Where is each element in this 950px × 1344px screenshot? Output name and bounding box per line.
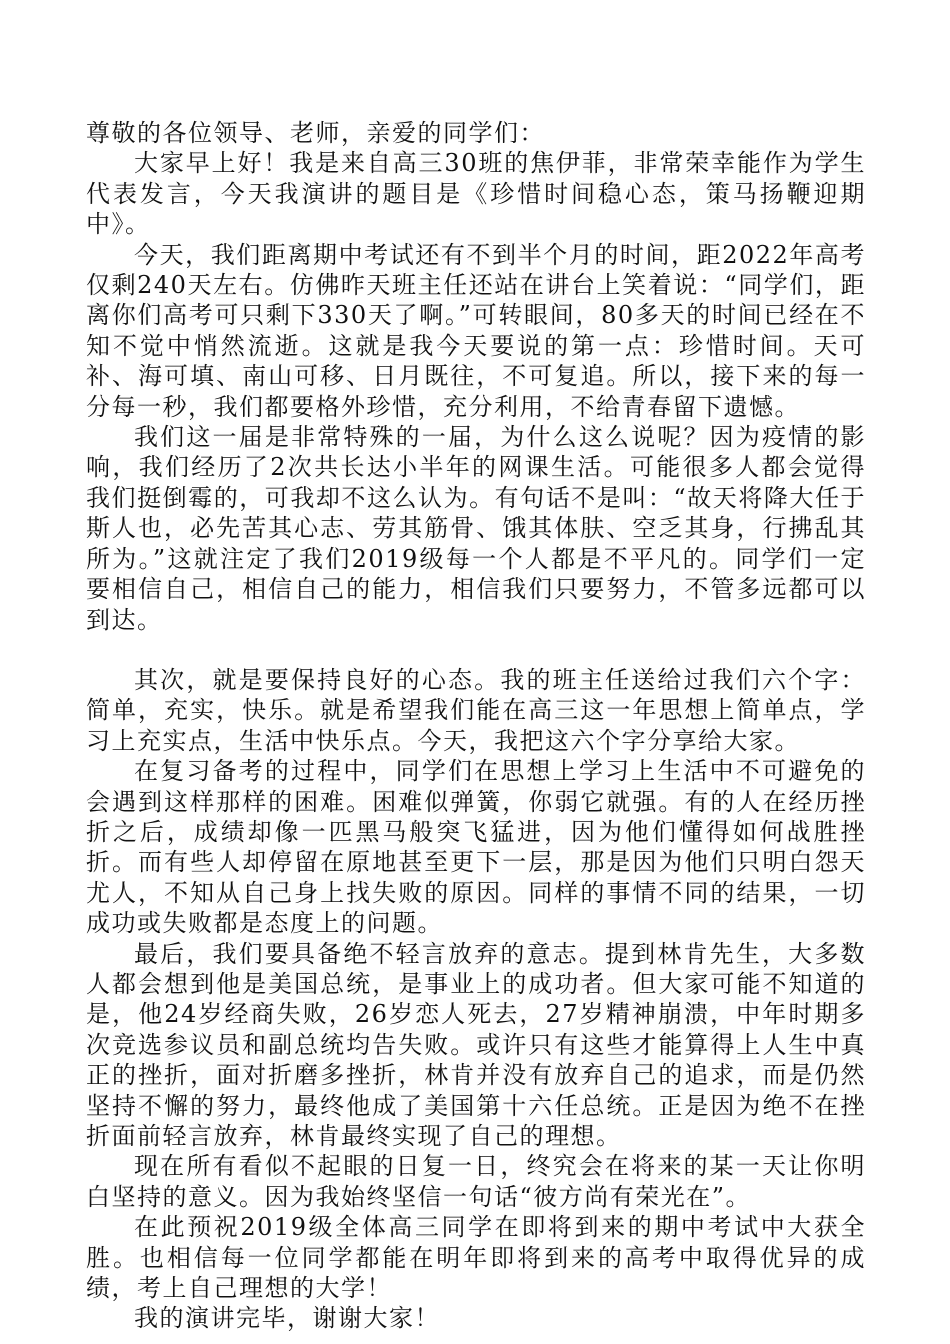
paragraph-wishes: 在此预祝2019级全体高三同学在即将到来的期中考试中大获全胜。也相信每一位同学都能在明年即将到来的高考中取得优异的成绩，考上自己理想的大学！ xyxy=(86,1213,866,1303)
paragraph-gap xyxy=(86,635,866,665)
paragraph-difficulties: 在复习备考的过程中，同学们在思想上学习上生活中不可避免的会遇到这样那样的困难。困难似弹簧，你弱它就强。有的人在经历挫折之后，成绩却像一匹黑马般突飞猛进，因为他们懂得如何战胜挫折。而有些人却停留在原地甚至更下一层，那是因为他们只明白怨天尤人，不知从自己身上找失败的原因。同样的事情不同的结果，一切成功或失败都是态度上的问题。 xyxy=(86,757,866,938)
speech-document xyxy=(86,118,866,1334)
paragraph-cherish-time: 今天，我们距离期中考试还有不到半个月的时间，距2022年高考仅剩240天左右。仿佛昨天班主任还站在讲台上笑着说：“同学们，距离你们高考可只剩下330天了啊。”可转眼间，80多天的时间已经在不知不觉中悄然流逝。这就是我今天要说的第一点：珍惜时间。天可补、海可填、南山可移、日月既往，不可复追。所以，接下来的每一分每一秒，我们都要格外珍惜，充分利用，不给青春留下遗憾。 xyxy=(86,240,866,421)
paragraph-never-give-up: 最后，我们要具备绝不轻言放弃的意志。提到林肯先生，大多数人都会想到他是美国总统，是事业上的成功者。但大家可能不知道的是，他24岁经商失败，26岁恋人死去，27岁精神崩溃，中年时期多次竞选参议员和副总统均告失败。或许只有这些才能算得上人生中真正的挫折，面对折磨多挫折，林肯并没有放弃自己的追求，而是仍然坚持不懈的努力，最终他成了美国第十六任总统。正是因为绝不在挫折面前轻言放弃，林肯最终实现了自己的理想。 xyxy=(86,939,866,1150)
paragraph-special-class: 我们这一届是非常特殊的一届，为什么这么说呢？因为疫情的影响，我们经历了2次共长达小半年的网课生活。可能很多人都会觉得我们挺倒霉的，可我却不这么认为。有句话不是叫：“故天将降大任于斯人也，必先苦其心志、劳其筋骨、饿其体肤、空乏其身，行拂乱其所为。”这就注定了我们2019级每一个人都是不平凡的。同学们一定要相信自己，相信自己的能力，相信我们只要努力，不管多远都可以到达。 xyxy=(86,423,866,634)
paragraph-mindset: 其次，就是要保持良好的心态。我的班主任送给过我们六个字：简单，充实，快乐。就是希望我们能在高三这一年思想上简单点，学习上充实点，生活中快乐点。今天，我把这六个字分享给大家。 xyxy=(86,665,866,755)
paragraph-persistence: 现在所有看似不起眼的日复一日，终究会在将来的某一天让你明白坚持的意义。因为我始终坚信一句话“彼方尚有荣光在”。 xyxy=(86,1152,866,1211)
salutation: 尊敬的各位领导、老师，亲爱的同学们： xyxy=(86,119,545,147)
paragraph-opening: 大家早上好！我是来自高三30班的焦伊菲，非常荣幸能作为学生代表发言，今天我演讲的题目是《珍惜时间稳心态，策马扬鞭迎期中》。 xyxy=(86,149,866,239)
paragraph-closing: 我的演讲完毕，谢谢大家！ xyxy=(134,1304,440,1333)
